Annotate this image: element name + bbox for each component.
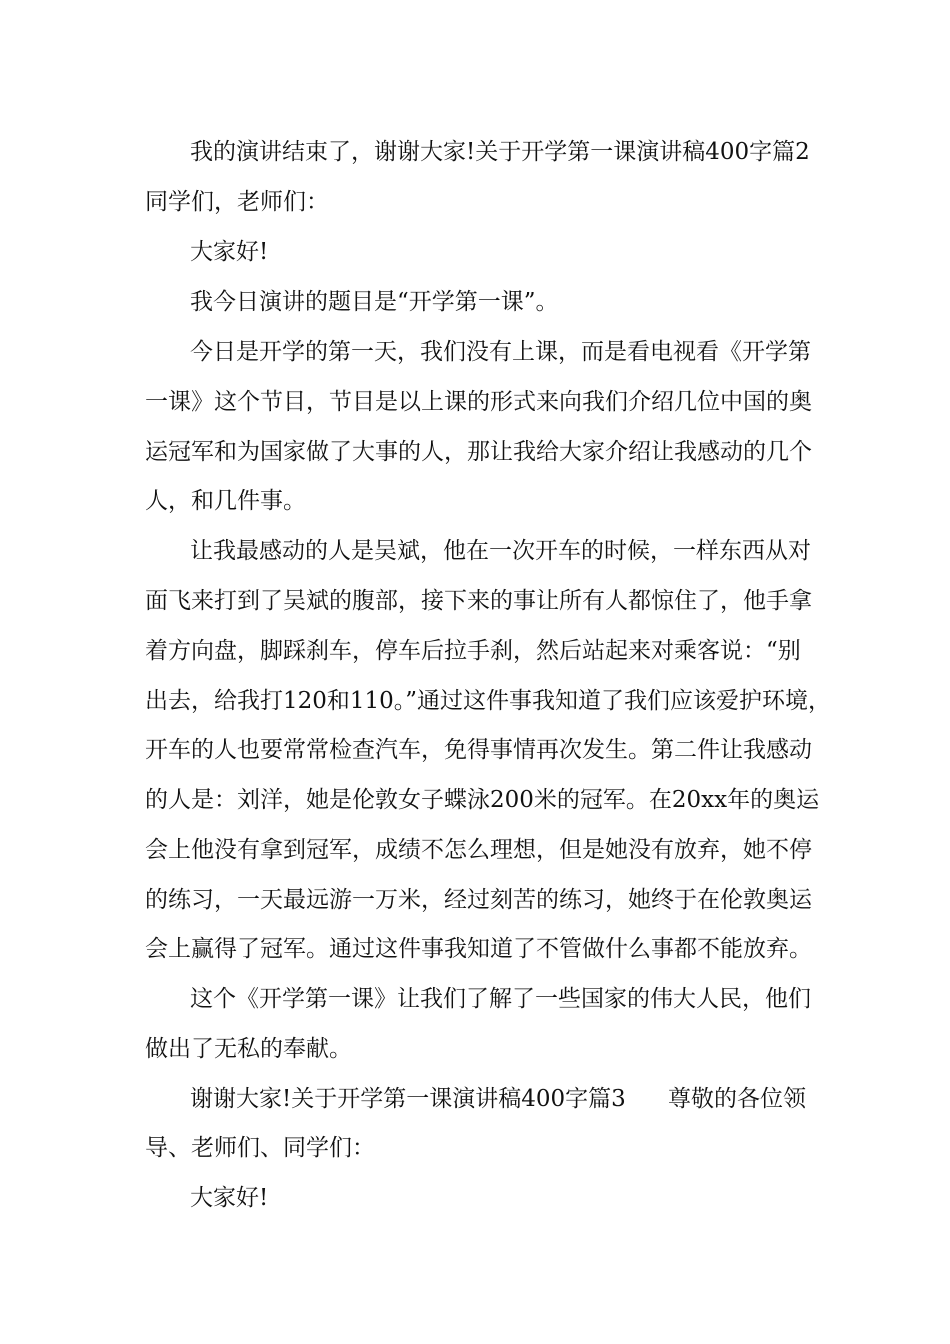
- text-line: 导、老师们、同学们：: [145, 1135, 375, 1161]
- text-line: 会上他没有拿到冠军，成绩不怎么理想，但是她没有放弃，她不停: [145, 837, 812, 863]
- text-line: 人，和几件事。: [145, 488, 306, 514]
- text-line: 让我最感动的人是吴斌，他在一次开车的时候，一样东西从对: [190, 538, 811, 564]
- text-line: 会上赢得了冠军。通过这件事我知道了不管做什么事都不能放弃。: [145, 936, 812, 962]
- text-line: 一课》这个节目，节目是以上课的形式来向我们介绍几位中国的奥: [145, 389, 812, 415]
- text-line: 我的演讲结束了，谢谢大家!关于开学第一课演讲稿400字篇2: [190, 139, 810, 165]
- text-line: 谢谢大家!关于开学第一课演讲稿400字篇3: [190, 1086, 626, 1112]
- text-line: 开车的人也要常常检查汽车，免得事情再次发生。第二件让我感动: [145, 737, 812, 763]
- text-line: 大家好!: [190, 239, 269, 265]
- text-line: 大家好!: [190, 1185, 269, 1211]
- text-line: 的练习，一天最远游一万米，经过刻苦的练习，她终于在伦敦奥运: [145, 887, 812, 913]
- text-line: 面飞来打到了吴斌的腹部，接下来的事让所有人都惊住了，他手拿: [145, 588, 812, 614]
- text-line: 的人是：刘洋，她是伦敦女子蝶泳200米的冠军。在20xx年的奥运: [145, 787, 820, 813]
- text-line: 这个《开学第一课》让我们了解了一些国家的伟大人民，他们: [190, 986, 811, 1012]
- text-line: 同学们，老师们：: [145, 189, 329, 215]
- text-line: 运冠军和为国家做了大事的人，那让我给大家介绍让我感动的几个: [145, 439, 812, 465]
- text-line: 今日是开学的第一天，我们没有上课，而是看电视看《开学第: [190, 339, 811, 365]
- text-line: 我今日演讲的题目是“开学第一课”。: [190, 289, 559, 315]
- text-line: 着方向盘，脚踩刹车，停车后拉手刹，然后站起来对乘客说：“别: [145, 638, 801, 664]
- text-line: 尊敬的各位领: [668, 1086, 806, 1112]
- text-line: 出去，给我打120和110。”通过这件事我知道了我们应该爱护环境，: [145, 688, 832, 714]
- text-line: 做出了无私的奉献。: [145, 1036, 352, 1062]
